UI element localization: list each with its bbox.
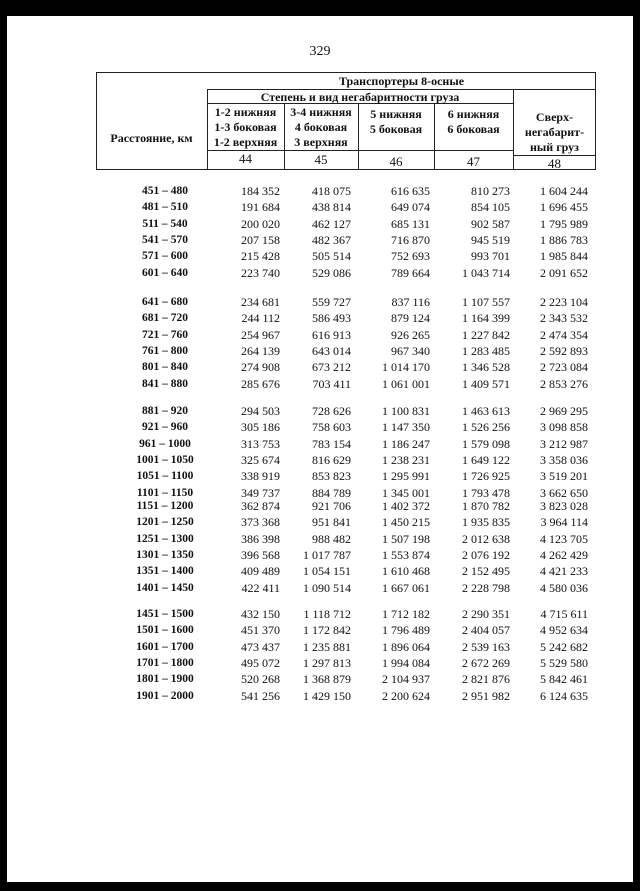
value-cell-47: 1 726 925 [462, 469, 510, 484]
distance-cell: 1701 – 1800 [136, 656, 194, 669]
value-cell-47: 1 346 528 [462, 360, 510, 375]
value-cell-46: 789 664 [391, 265, 430, 280]
value-cell-47: 1 463 613 [462, 404, 510, 418]
value-cell-44: 338 919 [241, 469, 280, 484]
value-cell-48: 1 795 989 [540, 216, 588, 231]
value-cell-48: 3 519 201 [540, 469, 588, 484]
col47-line1: 6 нижняя [447, 107, 500, 121]
value-cell-48: 2 343 532 [540, 311, 588, 326]
value-cell-48: 5 842 461 [540, 672, 588, 687]
value-cell-47: 1 409 571 [462, 376, 510, 391]
value-cell-48: 3 098 858 [540, 420, 588, 435]
table-row [0, 639, 640, 655]
value-cell-48: 4 952 634 [540, 623, 588, 638]
value-cell-44: 432 150 [241, 607, 280, 621]
distance-cell: 681 – 720 [142, 312, 188, 325]
table-row [0, 468, 640, 484]
value-cell-45: 462 127 [312, 216, 351, 231]
distance-cell: 641 – 680 [142, 296, 188, 308]
value-cell-44: 264 139 [241, 343, 280, 358]
value-cell-44: 191 684 [241, 200, 280, 215]
table-row [0, 498, 640, 514]
value-cell-47: 1 043 714 [462, 265, 510, 280]
value-cell-47: 945 519 [471, 232, 510, 247]
value-cell-45: 951 841 [312, 515, 351, 530]
distance-cell: 571 – 600 [142, 250, 188, 263]
value-cell-44: 386 398 [241, 531, 280, 546]
distance-cell: 961 – 1000 [139, 437, 191, 450]
value-cell-48: 2 723 084 [540, 360, 588, 375]
col44-line3: 1-2 верхняя [213, 135, 278, 149]
value-cell-46: 1 553 874 [382, 547, 430, 562]
value-cell-48: 1 985 844 [540, 249, 588, 264]
distance-cell: 841 – 880 [142, 377, 188, 390]
value-cell-47: 1 526 256 [462, 420, 510, 435]
value-cell-44: 234 681 [241, 295, 280, 309]
col48-line2: негабарит- [524, 125, 585, 139]
value-cell-44: 362 874 [241, 499, 280, 513]
value-cell-45: 921 706 [312, 499, 351, 513]
distance-cell: 481 – 510 [142, 201, 188, 214]
value-cell-48: 3 662 650 [540, 485, 588, 500]
value-cell-47: 2 290 351 [462, 607, 510, 621]
table-row [0, 265, 640, 281]
value-cell-44: 313 753 [241, 436, 280, 451]
value-cell-46: 1 186 247 [382, 436, 430, 451]
table-row [0, 514, 640, 530]
value-cell-44: 409 489 [241, 564, 280, 579]
table-row [0, 547, 640, 563]
col48-line1: Сверх- [535, 110, 574, 124]
value-cell-47: 2 076 192 [462, 547, 510, 562]
distance-cell: 541 – 570 [142, 233, 188, 246]
value-cell-45: 1 017 787 [303, 547, 351, 562]
value-cell-46: 1 295 991 [382, 469, 430, 484]
value-cell-45: 816 629 [312, 452, 351, 467]
value-cell-46: 1 896 064 [382, 639, 430, 654]
value-cell-44: 305 186 [241, 420, 280, 435]
value-cell-48: 2 223 104 [540, 295, 588, 309]
table-row [0, 248, 640, 264]
value-cell-46: 649 074 [391, 200, 430, 215]
header-line [207, 150, 513, 151]
distance-cell: 601 – 640 [142, 266, 188, 279]
col-number-45: 45 [314, 152, 328, 167]
value-cell-45: 559 727 [312, 295, 351, 309]
value-cell-45: 529 086 [312, 265, 351, 280]
distance-cell: 1801 – 1900 [136, 673, 194, 686]
table-row [0, 232, 640, 248]
value-cell-45: 1 235 881 [303, 639, 351, 654]
table-row [0, 183, 640, 199]
table-row [0, 376, 640, 392]
value-cell-47: 1 935 835 [462, 515, 510, 530]
value-cell-47: 1 107 557 [462, 295, 510, 309]
table-row [0, 580, 640, 596]
value-cell-45: 643 014 [312, 343, 351, 358]
value-cell-46: 1 796 489 [382, 623, 430, 638]
distance-cell: 881 – 920 [142, 405, 188, 417]
value-cell-48: 5 242 682 [540, 639, 588, 654]
table-row [0, 622, 640, 638]
value-cell-45: 482 367 [312, 232, 351, 247]
value-cell-46: 967 340 [391, 343, 430, 358]
distance-cell: 1401 – 1450 [136, 581, 194, 594]
value-cell-48: 4 421 233 [540, 564, 588, 579]
value-cell-47: 1 579 098 [462, 436, 510, 451]
col47-line2: 6 боковая [447, 122, 500, 136]
value-cell-44: 254 967 [241, 327, 280, 342]
distance-cell: 921 – 960 [142, 421, 188, 434]
value-cell-47: 2 152 495 [462, 564, 510, 579]
value-cell-48: 3 358 036 [540, 452, 588, 467]
value-cell-45: 758 603 [312, 420, 351, 435]
value-cell-46: 1 610 468 [382, 564, 430, 579]
value-cell-46: 837 116 [391, 295, 430, 309]
value-cell-47: 810 273 [471, 184, 510, 198]
value-cell-48: 1 696 455 [540, 200, 588, 215]
value-cell-45: 783 154 [312, 436, 351, 451]
distance-cell: 1301 – 1350 [136, 548, 194, 561]
distance-cell: 511 – 540 [142, 217, 188, 230]
value-cell-48: 2 474 354 [540, 327, 588, 342]
col45-line1: 3-4 нижняя [290, 105, 352, 119]
col48-line3: ный груз [530, 140, 579, 154]
table-row [0, 294, 640, 310]
value-cell-45: 438 814 [312, 200, 351, 215]
value-cell-48: 2 969 295 [540, 404, 588, 418]
value-cell-45: 616 913 [312, 327, 351, 342]
value-cell-46: 926 265 [391, 327, 430, 342]
value-cell-48: 4 715 611 [540, 607, 588, 621]
value-cell-47: 2 672 269 [462, 655, 510, 670]
distance-cell: 1601 – 1700 [136, 640, 194, 653]
value-cell-46: 1 061 001 [382, 376, 430, 391]
value-cell-47: 2 951 982 [462, 688, 510, 703]
value-cell-44: 349 737 [241, 485, 280, 500]
value-cell-47: 2 821 876 [462, 672, 510, 687]
col46-line1: 5 нижняя [370, 107, 422, 121]
value-cell-45: 988 482 [312, 531, 351, 546]
col-number-44: 44 [239, 151, 252, 166]
value-cell-47: 2 404 057 [462, 623, 510, 638]
col44-line2: 1-3 боковая [214, 120, 277, 134]
distance-cell: 451 – 480 [142, 185, 188, 197]
value-cell-45: 1 118 712 [303, 607, 351, 621]
value-cell-46: 1 712 182 [382, 607, 430, 621]
table-row [0, 216, 640, 232]
table-row [0, 655, 640, 671]
value-cell-48: 4 123 705 [540, 531, 588, 546]
table-row [0, 688, 640, 704]
value-cell-46: 752 693 [391, 249, 430, 264]
value-cell-48: 3 964 114 [540, 515, 588, 530]
distance-cell: 801 – 840 [142, 361, 188, 374]
value-cell-47: 1 283 485 [462, 343, 510, 358]
value-cell-47: 902 587 [471, 216, 510, 231]
value-cell-47: 2 012 638 [462, 531, 510, 546]
distance-cell: 1501 – 1600 [136, 624, 194, 637]
value-cell-48: 1 886 783 [540, 232, 588, 247]
value-cell-45: 505 514 [312, 249, 351, 264]
col45-line3: 3 верхняя [294, 135, 348, 149]
value-cell-44: 422 411 [241, 580, 280, 595]
value-cell-44: 215 428 [241, 249, 280, 264]
value-cell-46: 716 870 [391, 232, 430, 247]
table-row [0, 606, 640, 622]
value-cell-44: 495 072 [241, 655, 280, 670]
scan-border-top [0, 0, 640, 16]
table-row [0, 436, 640, 452]
value-cell-44: 396 568 [241, 547, 280, 562]
value-cell-45: 673 212 [312, 360, 351, 375]
value-cell-44: 285 676 [241, 376, 280, 391]
col-number-47: 47 [467, 154, 480, 169]
value-cell-45: 1 429 150 [303, 688, 351, 703]
value-cell-46: 685 131 [391, 216, 430, 231]
value-cell-44: 200 020 [241, 216, 280, 231]
value-cell-46: 1 402 372 [382, 499, 430, 513]
header-title: Транспортеры 8-осные [338, 74, 465, 88]
value-cell-44: 520 268 [241, 672, 280, 687]
value-cell-45: 1 368 879 [303, 672, 351, 687]
distance-label: Расстояние, км [110, 131, 193, 145]
distance-cell: 1101 – 1150 [136, 486, 194, 499]
value-cell-47: 1 793 478 [462, 485, 510, 500]
distance-cell: 1351 – 1400 [136, 565, 194, 578]
table-row [0, 327, 640, 343]
distance-cell: 1251 – 1300 [136, 532, 194, 545]
value-cell-45: 853 823 [312, 469, 351, 484]
value-cell-44: 274 908 [241, 360, 280, 375]
table-row [0, 531, 640, 547]
value-cell-48: 4 580 036 [540, 580, 588, 595]
value-cell-45: 703 411 [312, 376, 351, 391]
distance-cell: 1051 – 1100 [136, 470, 194, 483]
table-row [0, 343, 640, 359]
value-cell-45: 418 075 [312, 184, 351, 198]
value-cell-46: 1 345 001 [382, 485, 430, 500]
distance-cell: 1001 – 1050 [136, 453, 194, 466]
value-cell-48: 3 212 987 [540, 436, 588, 451]
value-cell-48: 5 529 580 [540, 655, 588, 670]
value-cell-46: 1 667 061 [382, 580, 430, 595]
value-cell-47: 2 539 163 [462, 639, 510, 654]
value-cell-46: 2 200 624 [382, 688, 430, 703]
scan-border-bottom [0, 882, 640, 891]
col-number-46: 46 [389, 154, 403, 169]
distance-cell: 1451 – 1500 [136, 608, 194, 620]
value-cell-46: 879 124 [391, 311, 430, 326]
value-cell-47: 854 105 [471, 200, 510, 215]
table-row [0, 452, 640, 468]
value-cell-48: 2 853 276 [540, 376, 588, 391]
value-cell-48: 4 262 429 [540, 547, 588, 562]
value-cell-46: 1 450 215 [382, 515, 430, 530]
table-row [0, 310, 640, 326]
value-cell-44: 184 352 [241, 184, 280, 198]
value-cell-47: 1 649 122 [462, 452, 510, 467]
value-cell-47: 993 701 [471, 249, 510, 264]
value-cell-44: 473 437 [241, 639, 280, 654]
value-cell-45: 884 789 [312, 485, 351, 500]
value-cell-45: 1 054 151 [303, 564, 351, 579]
value-cell-44: 325 674 [241, 452, 280, 467]
value-cell-47: 1 870 782 [462, 499, 510, 513]
value-cell-45: 1 297 813 [303, 655, 351, 670]
value-cell-48: 2 091 652 [540, 265, 588, 280]
table-row [0, 199, 640, 215]
value-cell-46: 1 507 198 [382, 531, 430, 546]
value-cell-46: 1 100 831 [382, 404, 430, 418]
value-cell-45: 1 090 514 [303, 580, 351, 595]
value-cell-44: 244 112 [241, 311, 280, 326]
header-subtitle: Степень и вид негабаритности груза [260, 90, 460, 104]
table-row [0, 671, 640, 687]
value-cell-48: 2 592 893 [540, 343, 588, 358]
value-cell-44: 451 370 [241, 623, 280, 638]
col44-line1: 1-2 нижняя [214, 105, 277, 119]
value-cell-48: 6 124 635 [540, 688, 588, 703]
value-cell-45: 586 493 [312, 311, 351, 326]
col-number-48: 48 [548, 156, 561, 171]
value-cell-46: 1 238 231 [382, 452, 430, 467]
value-cell-46: 1 014 170 [382, 360, 430, 375]
value-cell-44: 294 503 [241, 404, 280, 418]
value-cell-44: 373 368 [241, 515, 280, 530]
table-row [0, 419, 640, 435]
value-cell-46: 616 635 [391, 184, 430, 198]
value-cell-46: 1 994 084 [382, 655, 430, 670]
distance-cell: 1151 – 1200 [136, 500, 194, 512]
col46-line2: 5 боковая [369, 122, 423, 136]
distance-cell: 1901 – 2000 [136, 689, 194, 702]
distance-cell: 1201 – 1250 [136, 516, 194, 529]
value-cell-47: 1 227 842 [462, 327, 510, 342]
value-cell-44: 207 158 [241, 232, 280, 247]
table-row [0, 563, 640, 579]
page-number: 329 [309, 44, 331, 59]
value-cell-46: 2 104 937 [382, 672, 430, 687]
value-cell-48: 3 823 028 [540, 499, 588, 513]
value-cell-48: 1 604 244 [540, 184, 588, 198]
value-cell-44: 541 256 [241, 688, 280, 703]
value-cell-47: 1 164 399 [462, 311, 510, 326]
value-cell-45: 728 626 [312, 404, 351, 418]
value-cell-45: 1 172 842 [303, 623, 351, 638]
value-cell-46: 1 147 350 [382, 420, 430, 435]
value-cell-44: 223 740 [241, 265, 280, 280]
value-cell-47: 2 228 798 [462, 580, 510, 595]
col45-line2: 4 боковая [294, 120, 348, 134]
distance-cell: 721 – 760 [142, 328, 188, 341]
table-row [0, 403, 640, 419]
table-row [0, 359, 640, 375]
distance-cell: 761 – 800 [142, 344, 188, 357]
